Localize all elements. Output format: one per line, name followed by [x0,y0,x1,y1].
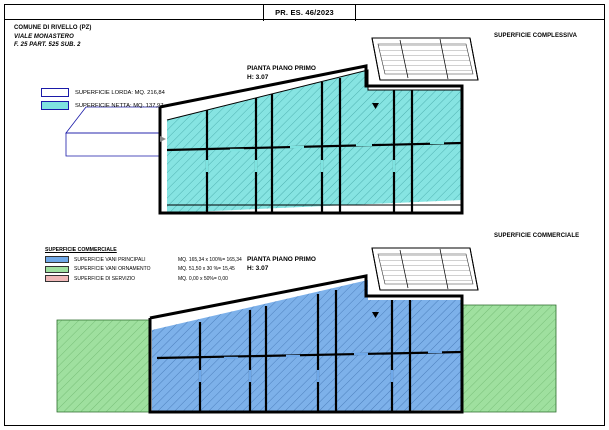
bottom-plan-staircase [372,248,478,290]
legend-item-servizi [45,275,242,282]
legend-label-servizi: SUPERFICIE DI SERVIZIO [74,275,136,282]
legend-label-lorda: SUPERFICIE LORDA: MQ. 216,84 [75,89,165,96]
top-plan-height: H: 3.07 [247,74,269,81]
legend-value-principali: MQ. 165,34 x 100%= 165,34 [178,256,242,263]
legend-label-netta: SUPERFICIE NETTA: MQ. 137,97 [75,102,164,109]
header-line-2: VIALE MONASTERO [14,33,74,40]
legend-swatch-lorda [41,88,69,97]
bottom-plan-principali [152,280,462,412]
legend-swatch-netta [41,101,69,110]
bottom-right-label: SUPERFICIE COMMERCIALE [494,233,580,239]
header-line-1: COMUNE DI RIVELLO (PZ) [14,25,92,31]
legend-label-ornamento: SUPERFICIE VANI ORNAMENTO [74,266,151,272]
bottom-legend [45,247,242,285]
legend-item-ornamento [45,266,242,273]
legend-value-servizi: MQ. 0,00 x 50%= 0,00 [178,275,228,282]
legend-item-lorda [41,88,165,97]
legend-swatch-servizi [45,275,69,282]
top-plan-title [247,64,316,82]
legend-item-netta [41,101,165,110]
legend-swatch-principali [45,256,69,263]
bottom-plan-height: H: 3.07 [247,265,269,272]
top-legend [41,88,165,114]
top-plan-staircase [372,38,478,80]
bottom-plan-title [247,255,316,273]
bottom-plan-title-text: PIANTA PIANO PRIMO [247,256,316,263]
top-right-label: SUPERFICIE COMPLESSIVA [494,33,578,39]
legend-swatch-ornamento [45,266,69,273]
legend-item-principali [45,256,242,263]
bottom-legend-title: SUPERFICIE COMMERCIALE [45,247,117,253]
title-text: PR. ES. 46/2023 [275,8,334,17]
legend-value-ornamento: MQ. 51,50 x 30 %= 15,45 [178,266,235,272]
legend-label-principali: SUPERFICIE VANI PRINCIPALI [74,256,146,263]
header-line-3: F. 25 PART. 525 SUB. 2 [14,42,81,48]
top-plan-title-text: PIANTA PIANO PRIMO [247,65,316,72]
